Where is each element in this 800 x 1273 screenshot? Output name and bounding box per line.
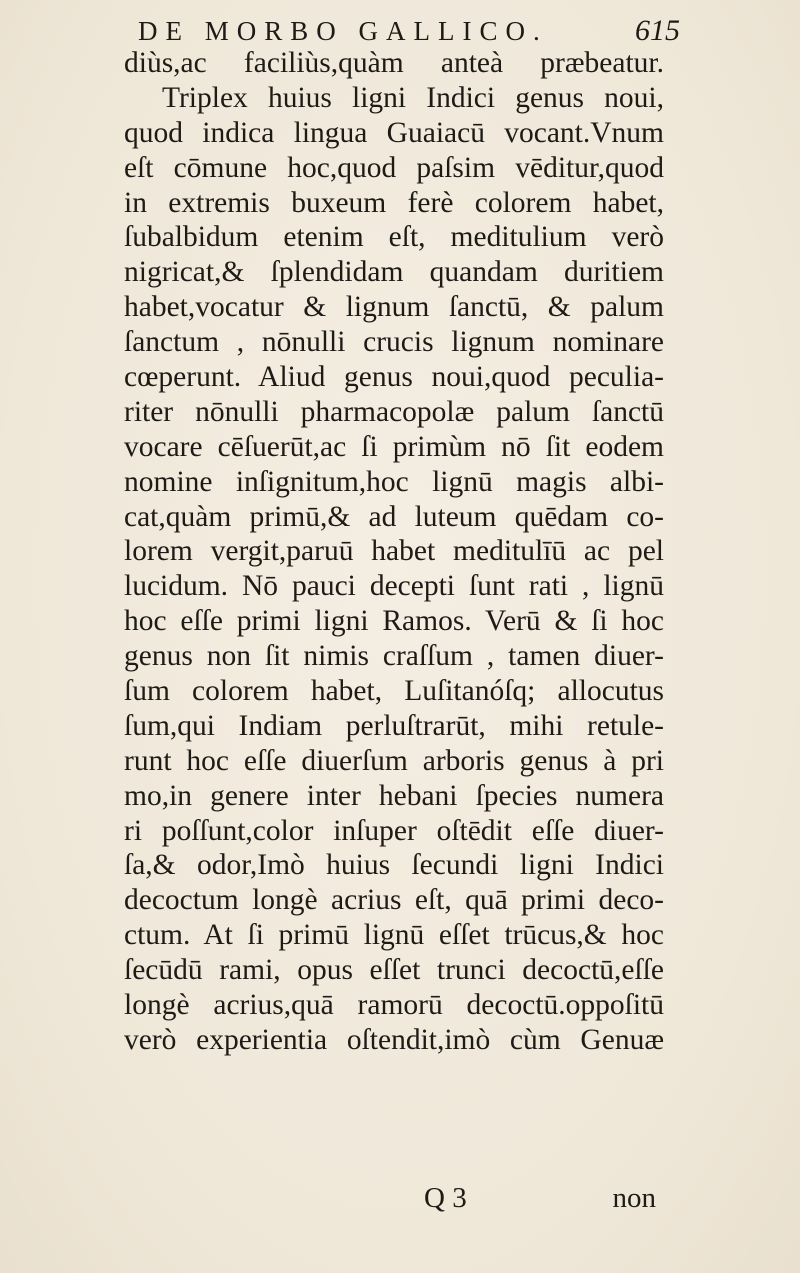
text-line: diùs,ac faciliùs,quàm anteà præbeatur.	[124, 47, 664, 79]
text-line: longè acrius,quā ramorū decoctū.oppoſitū	[124, 989, 664, 1022]
text-line: quod indica lingua Guaiacū vocant.Vnum	[124, 116, 664, 149]
text-line: ctum. At ſi primū lignū eſſet trūcus,& hoc	[124, 919, 664, 952]
text-line: ſubalbidum etenim eſt, meditulium verò	[124, 221, 664, 254]
text-line: lorem vergit,paruū habet meditulīū ac pel	[124, 535, 664, 568]
text-line: habet,vocatur & lignum ſanctū, & palum	[124, 291, 664, 324]
text-line: hoc eſſe primi ligni Ramos. Verū & ſi hoc	[124, 605, 664, 638]
text-line: genus non ſit nimis craſſum , tamen diuer-	[124, 640, 664, 673]
text-line: in extremis buxeum ferè colorem habet,	[124, 186, 664, 219]
text-line: Triplex huius ligni Indici genus noui,	[162, 81, 664, 114]
text-line: lucidum. Nō pauci decepti ſunt rati , lignū	[124, 570, 664, 603]
text-line: ri poſſunt,color inſuper oſtēdit eſſe diuer-	[124, 814, 664, 847]
text-line: decoctum longè acrius eſt, quā primi deco-	[124, 884, 664, 917]
text-line: ſanctum , nōnulli crucis lignum nominare	[124, 326, 664, 359]
text-line: riter nōnulli pharmacopolæ palum ſanctū	[124, 395, 664, 428]
text-line: runt hoc eſſe diuerſum arboris genus à pri	[124, 744, 664, 777]
catchword: non	[612, 1182, 656, 1214]
text-line: nigricat,& ſplendidam quandam duritiem	[124, 256, 664, 289]
text-line: eſt cōmune hoc,quod paſsim vēditur,quod	[124, 151, 664, 184]
text-line: vocare cēſuerūt,ac ſi primùm nō ſit eodem	[124, 430, 664, 463]
text-line: ſum,qui Indiam perluſtrarūt, mihi retule-	[124, 709, 664, 742]
text-line: verò experientia oſtendit,imò cùm Genuæ	[124, 1023, 664, 1056]
text-line: ſecūdū rami, opus eſſet trunci decoctū,eſſe	[124, 954, 664, 987]
page-number: 615	[635, 14, 680, 47]
signature-mark: Q 3	[424, 1182, 467, 1214]
page-footer	[124, 1182, 664, 1222]
body-text	[124, 46, 664, 1058]
text-line: cat,quàm primū,& ad luteum quēdam co-	[124, 500, 664, 533]
text-line: ſum colorem habet, Luſitanóſq; allocutus	[124, 675, 664, 708]
text-line: nomine inſignitum,hoc lignū magis albi-	[124, 465, 664, 498]
text-line: mo,in genere inter hebani ſpecies numera	[124, 779, 664, 812]
text-line: ſa,& odor,Imò huius ſecundi ligni Indici	[124, 849, 664, 882]
running-head: DE MORBO GALLICO.	[138, 16, 548, 46]
text-line: cœperunt. Aliud genus noui,quod peculia-	[124, 361, 664, 394]
